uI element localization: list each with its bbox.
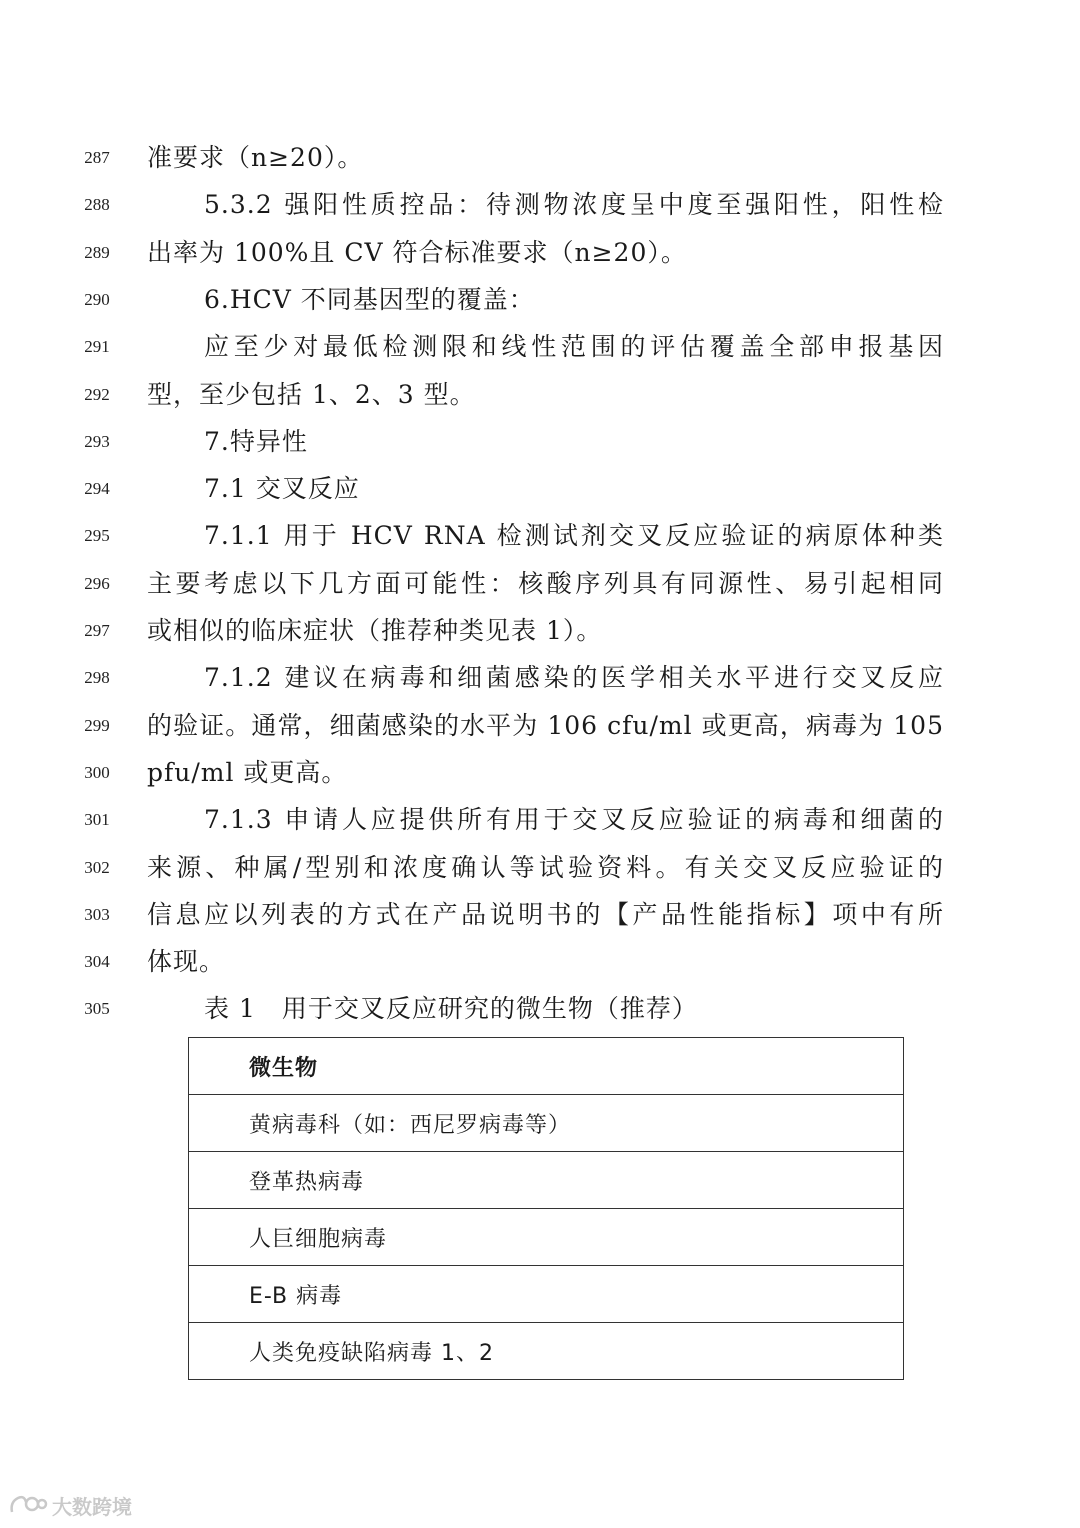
- table-cell: 登革热病毒: [189, 1152, 904, 1209]
- line-text: 体现。: [147, 947, 226, 977]
- line-number: 299: [84, 715, 110, 735]
- line-number: 305: [84, 999, 110, 1019]
- table-row: [189, 1095, 904, 1152]
- line-number: 290: [84, 289, 110, 309]
- line-text: 表 1 用于交叉反应研究的微生物（推荐）: [204, 994, 698, 1024]
- watermark-logo-icon: [8, 1492, 48, 1518]
- line-number: 292: [84, 384, 110, 404]
- line-text: 信息应以列表的方式在产品说明书的【产品性能指标】项中有所: [147, 899, 944, 929]
- line-text: 来源、种属/型别和浓度确认等试验资料。有关交叉反应验证的: [147, 852, 944, 882]
- document-line: [0, 229, 1080, 277]
- line-number: 303: [84, 904, 110, 924]
- line-number: 294: [84, 479, 110, 499]
- line-text: 主要考虑以下几方面可能性：核酸序列具有同源性、易引起相同: [147, 568, 944, 598]
- watermark-text: 大数跨境: [52, 1494, 132, 1519]
- table-cell: E-B 病毒: [189, 1266, 904, 1323]
- document-line: [0, 844, 1080, 892]
- document-line: [0, 560, 1080, 608]
- table-cell: 黄病毒科（如：西尼罗病毒等）: [189, 1095, 904, 1152]
- document-line: [0, 702, 1080, 750]
- line-text: 出率为 100%且 CV 符合标准要求（n≥20）。: [147, 237, 687, 267]
- document-line: [0, 891, 1080, 939]
- line-text: 7.1.2 建议在病毒和细菌感染的医学相关水平进行交叉反应: [204, 663, 944, 693]
- line-number: 302: [84, 857, 110, 877]
- document-line: [0, 796, 1080, 844]
- document-line: [0, 134, 1080, 182]
- document-line: [0, 418, 1080, 466]
- line-number: 304: [84, 952, 110, 972]
- line-number: 288: [84, 195, 110, 215]
- table-row: [189, 1266, 904, 1323]
- line-text: 7.1.1 用于 HCV RNA 检测试剂交叉反应验证的病原体种类: [204, 521, 944, 551]
- line-number: 291: [84, 337, 110, 357]
- document-line: [0, 985, 1080, 1033]
- line-text: 5.3.2 强阳性质控品：待测物浓度呈中度至强阳性，阳性检: [204, 190, 944, 220]
- table-row: [189, 1323, 904, 1380]
- document-line: [0, 749, 1080, 797]
- line-text: 7.1 交叉反应: [204, 474, 360, 504]
- line-number: 289: [84, 242, 110, 262]
- document-line: [0, 512, 1080, 560]
- table-cell: 人类免疫缺陷病毒 1、2: [189, 1323, 904, 1380]
- document-line: [0, 465, 1080, 513]
- line-text: 7.1.3 申请人应提供所有用于交叉反应验证的病毒和细菌的: [204, 805, 944, 835]
- document-line: [0, 371, 1080, 419]
- table-header-row: [189, 1038, 904, 1095]
- line-text: pfu/ml 或更高。: [147, 757, 348, 787]
- table-row: [189, 1152, 904, 1209]
- line-number: 300: [84, 762, 110, 782]
- document-line: [0, 276, 1080, 324]
- watermark: [8, 1490, 132, 1520]
- line-number: 296: [84, 573, 110, 593]
- table-header-cell: 微生物: [189, 1038, 904, 1095]
- line-text: 7.特异性: [204, 426, 308, 456]
- line-number: 301: [84, 810, 110, 830]
- table-row: [189, 1209, 904, 1266]
- document-line: [0, 938, 1080, 986]
- table-cell: 人巨细胞病毒: [189, 1209, 904, 1266]
- line-text: 或相似的临床症状（推荐种类见表 1）。: [147, 616, 603, 645]
- document-line: [0, 323, 1080, 371]
- line-number: 295: [84, 526, 110, 546]
- line-text: 准要求（n≥20）。: [147, 143, 364, 172]
- line-number: 298: [84, 668, 110, 688]
- line-number: 297: [84, 621, 110, 640]
- document-line: [0, 607, 1080, 655]
- line-text: 应至少对最低检测限和线性范围的评估覆盖全部申报基因: [204, 332, 944, 362]
- line-text: 的验证。通常，细菌感染的水平为 106 cfu/ml 或更高，病毒为 105: [147, 710, 944, 740]
- document-line: [0, 181, 1080, 229]
- line-text: 型，至少包括 1、2、3 型。: [147, 379, 476, 409]
- microorganism-table: [188, 1037, 904, 1380]
- line-text: 6.HCV 不同基因型的覆盖：: [204, 284, 535, 314]
- document-line: [0, 654, 1080, 702]
- line-number: 293: [84, 431, 110, 451]
- line-number: 287: [84, 148, 110, 167]
